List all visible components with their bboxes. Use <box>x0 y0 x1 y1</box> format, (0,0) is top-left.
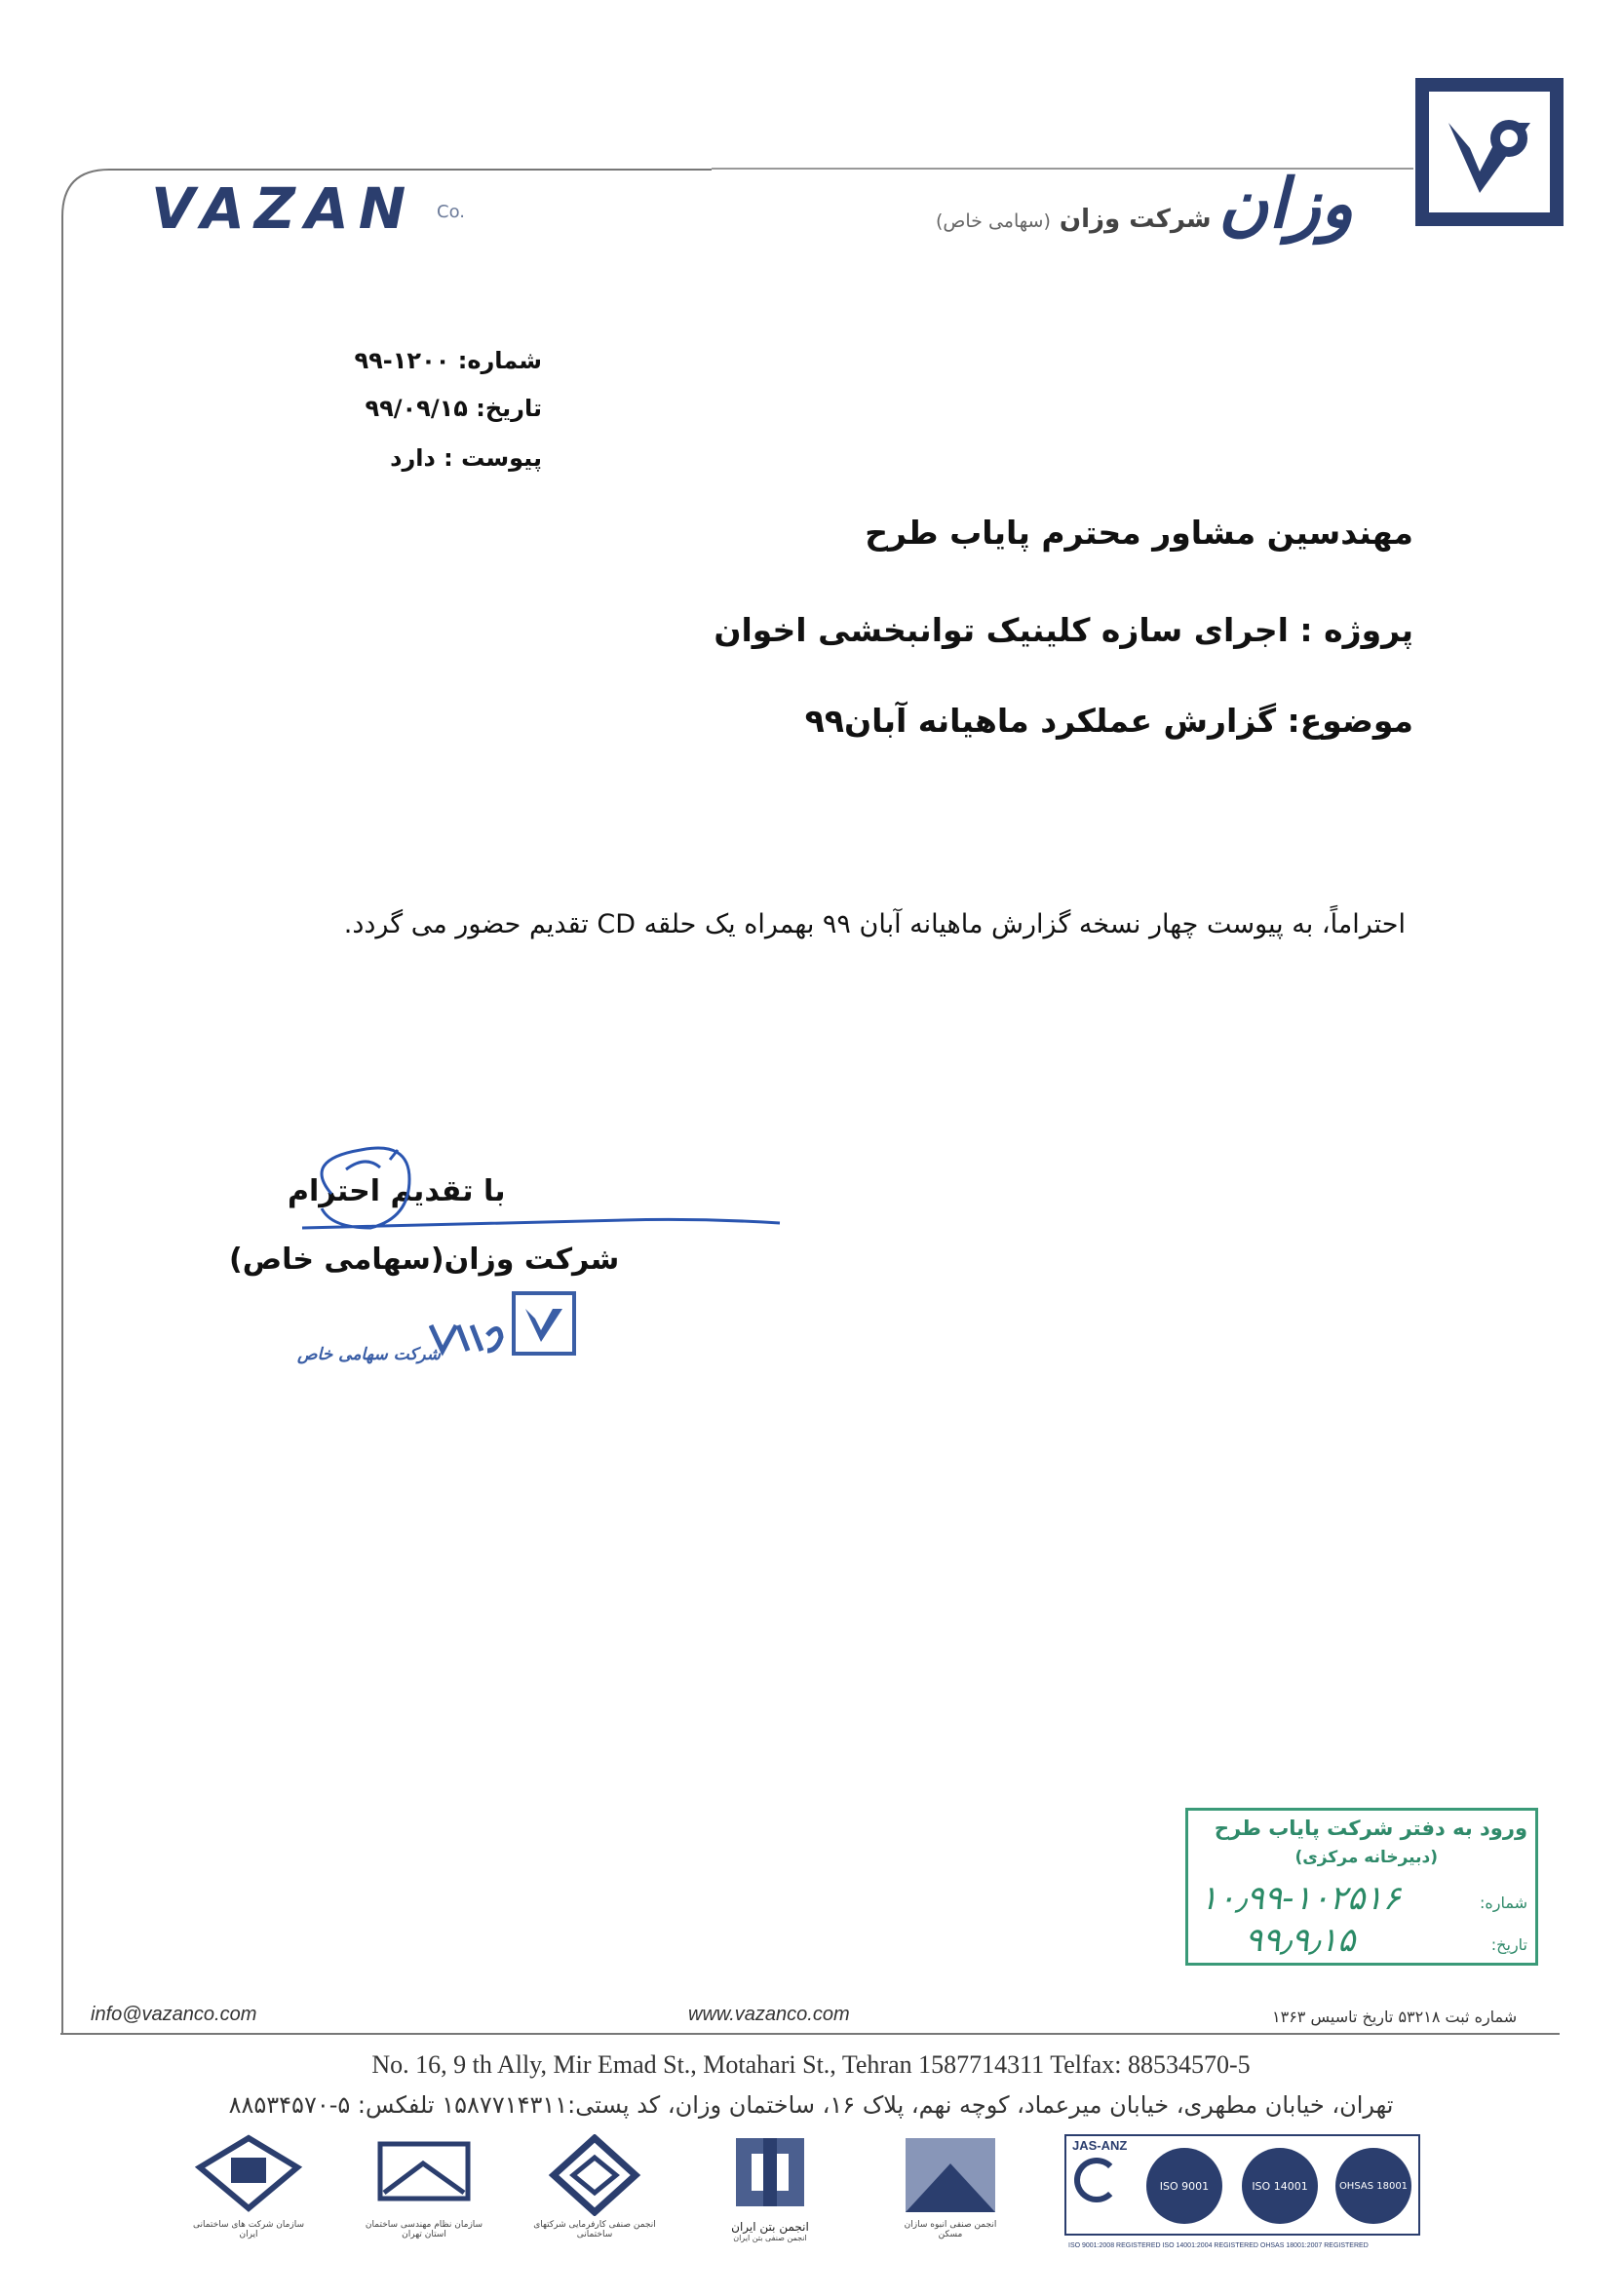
association-logo-1 <box>190 2134 307 2241</box>
stamp-logo-icon <box>512 1291 576 1356</box>
page-frame <box>60 168 1404 2034</box>
letter-number: شماره: ۱۲۰۰-۹۹ <box>354 347 542 374</box>
ohsas-18001-seal-text: OHSAS 18001 <box>1338 2180 1409 2192</box>
reception-date-value: ۹۹٫۹٫۱۵ <box>1245 1921 1356 1960</box>
footer-website: www.vazanco.com <box>688 2004 850 2025</box>
concrete-association-name: انجمن بتن ایران <box>731 2220 809 2234</box>
reception-stamp <box>1185 1808 1538 1966</box>
jas-anz-label: JAS-ANZ <box>1072 2138 1128 2153</box>
letter-date: تاریخ: ۹۹/۰۹/۱۵ <box>365 395 542 422</box>
ohsas-18001-seal <box>1335 2148 1411 2224</box>
recipient-heading: مهندسین مشاور محترم پایاب طرح <box>865 514 1413 552</box>
reception-date-label: تاریخ: <box>1490 1935 1527 1954</box>
brand-latin-suffix: Co. <box>437 202 465 222</box>
footer-email: info@vazanco.com <box>91 2004 257 2025</box>
handwritten-signature <box>292 1130 799 1277</box>
association-logo-3-caption: انجمن صنفی کارفرمایی شرکتهای ساختمانی <box>533 2220 656 2239</box>
certification-check-icon <box>1074 2158 1119 2202</box>
footer-registration: شماره ثبت ۵۳۲۱۸ تاریخ تاسیس ۱۳۶۳ <box>1272 2008 1518 2026</box>
concrete-association-caption: انجمن صنفی بتن ایران <box>733 2234 807 2242</box>
company-name-fa: شرکت وزان <box>1059 205 1212 234</box>
project-heading: پروژه : اجرای سازه کلینیک توانبخشی اخوان <box>714 611 1413 649</box>
letter-attachment: پیوست : دارد <box>390 444 542 472</box>
concrete-association-logo <box>716 2134 824 2241</box>
iso-14001-seal-text: ISO 14001 <box>1252 2179 1308 2193</box>
stamp-company-text: شرکت سهامی خاص <box>297 1345 442 1364</box>
footer-address-fa: تهران، خیابان مطهری، خیابان میرعماد، کوچه نهم، پلاک ۱۶، ساختمان وزان، کد پستی:۱۵۸۷۷۱۴۳۱۱ تلفکس: ۵-۸۸۵۳۴۵۷۰ <box>228 2091 1394 2119</box>
reception-stamp-title: ورود به دفتر شرکت پایاب طرح <box>1214 1817 1527 1840</box>
association-logo-5 <box>892 2134 1009 2241</box>
reception-stamp-subtitle: (دبیرخانه مرکزی) <box>1294 1848 1438 1867</box>
footer-rule <box>60 2033 1560 2035</box>
subject-heading: موضوع: گزارش عملکرد ماهیانه آبان۹۹ <box>804 702 1413 740</box>
iso-14001-seal <box>1242 2148 1318 2224</box>
iso-9001-seal-text: ISO 9001 <box>1159 2179 1210 2193</box>
association-logo-2-caption: سازمان نظام مهندسی ساختمان استان تهران <box>365 2220 483 2239</box>
footer-address-en: No. 16, 9 th Ally, Mir Emad St., Motahari St., Tehran 1587714311 Telfax: 88534570-5 <box>371 2050 1251 2079</box>
company-logo-icon <box>1415 78 1564 226</box>
iso-certifications-panel <box>1064 2134 1420 2249</box>
iso-9001-seal <box>1146 2148 1222 2224</box>
reception-number-value: ۱۰٫۹۹-۱۰۲۵۱۶ <box>1200 1879 1401 1918</box>
closing-salutation: با تقدیم احترام <box>288 1174 506 1208</box>
brand-fa-logotype: وزان <box>1218 164 1354 244</box>
registered-line: ISO 9001:2008 REGISTERED ISO 14001:2004 REGISTERED OHSAS 18001:2007 REGISTERED <box>1068 2242 1369 2249</box>
company-type-fa: (سهامی خاص) <box>936 210 1051 232</box>
reception-number-label: شماره: <box>1479 1894 1527 1912</box>
closing-company: شرکت وزان(سهامی خاص) <box>229 1243 620 1277</box>
association-logo-3 <box>526 2134 663 2241</box>
association-logo-1-caption: سازمان شرکت های ساختمانی ایران <box>192 2220 305 2239</box>
association-logo-5-caption: انجمن صنفی انبوه سازان مسکن <box>904 2220 997 2239</box>
association-logo-2 <box>361 2134 487 2241</box>
letter-body: احتراماً، به پیوست چهار نسخه گزارش ماهیانه آبان ۹۹ بهمراه یک حلقه CD تقدیم حضور می گردد. <box>343 909 1406 939</box>
brand-latin-logotype: VAZAN <box>151 175 416 242</box>
